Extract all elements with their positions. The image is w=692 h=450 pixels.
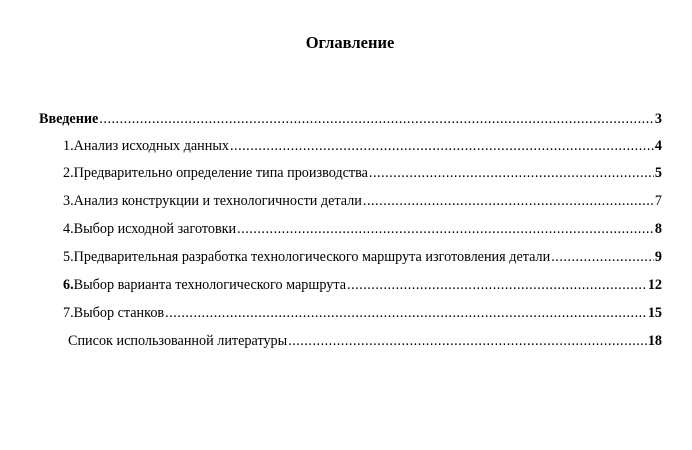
toc-leader-dots — [230, 138, 654, 155]
toc-entry-page: 7 — [654, 193, 662, 209]
toc-leader-dots — [237, 221, 654, 238]
toc-entry-number: 2. — [63, 165, 74, 181]
toc-entry — [63, 277, 662, 297]
toc-entry-number: 4. — [63, 221, 74, 237]
toc-entry-page: 5 — [654, 165, 662, 181]
toc-entry-number: 3. — [63, 193, 74, 209]
toc-title: Оглавление — [305, 33, 395, 52]
toc-leader-dots — [288, 333, 647, 350]
toc-entry-text: Выбор исходной заготовки — [73, 221, 237, 237]
toc-entry-number: 6. — [63, 277, 74, 293]
toc-entry-introduction — [39, 111, 662, 131]
toc-entry-number: 7. — [63, 305, 74, 321]
toc-entry-page: 3 — [654, 111, 662, 127]
toc-leader-dots — [363, 193, 654, 210]
toc-entry — [63, 249, 662, 269]
toc-entry — [63, 305, 662, 325]
toc-entry-text: Предварительная разработка технологического маршрута изготовления детали — [73, 249, 551, 265]
toc-entry-text: Анализ исходных данных — [73, 138, 229, 154]
toc-entry-page: 15 — [647, 305, 662, 321]
toc-entry-number: 1. — [63, 138, 74, 154]
toc-entry-text: Анализ конструкции и технологичности детали — [73, 193, 362, 209]
toc-entry — [63, 165, 662, 185]
toc-leader-dots — [165, 305, 647, 322]
toc-entry-page: 9 — [654, 249, 662, 265]
toc-entry — [63, 138, 662, 158]
toc-leader-dots — [99, 111, 654, 128]
toc-leader-dots — [551, 249, 654, 266]
toc-entry — [63, 193, 662, 213]
toc-entry-text: Список использованной литературы — [68, 333, 288, 349]
toc-entry-page: 4 — [654, 138, 662, 154]
toc-entry-text: Выбор станков — [73, 305, 165, 321]
toc-entry-text: Выбор варианта технологического маршрута — [73, 277, 347, 293]
toc-entry-page: 18 — [647, 333, 662, 349]
toc-entry-page: 8 — [654, 221, 662, 237]
toc-entry-page: 12 — [647, 277, 662, 293]
toc-leader-dots — [369, 165, 654, 182]
toc-entry — [63, 221, 662, 241]
toc-leader-dots — [347, 277, 647, 294]
toc-entry-text: Предварительно определение типа производства — [73, 165, 368, 181]
toc-entry-references — [68, 333, 662, 353]
toc-entry-text: Введение — [39, 111, 99, 127]
toc-entry-number: 5. — [63, 249, 74, 265]
